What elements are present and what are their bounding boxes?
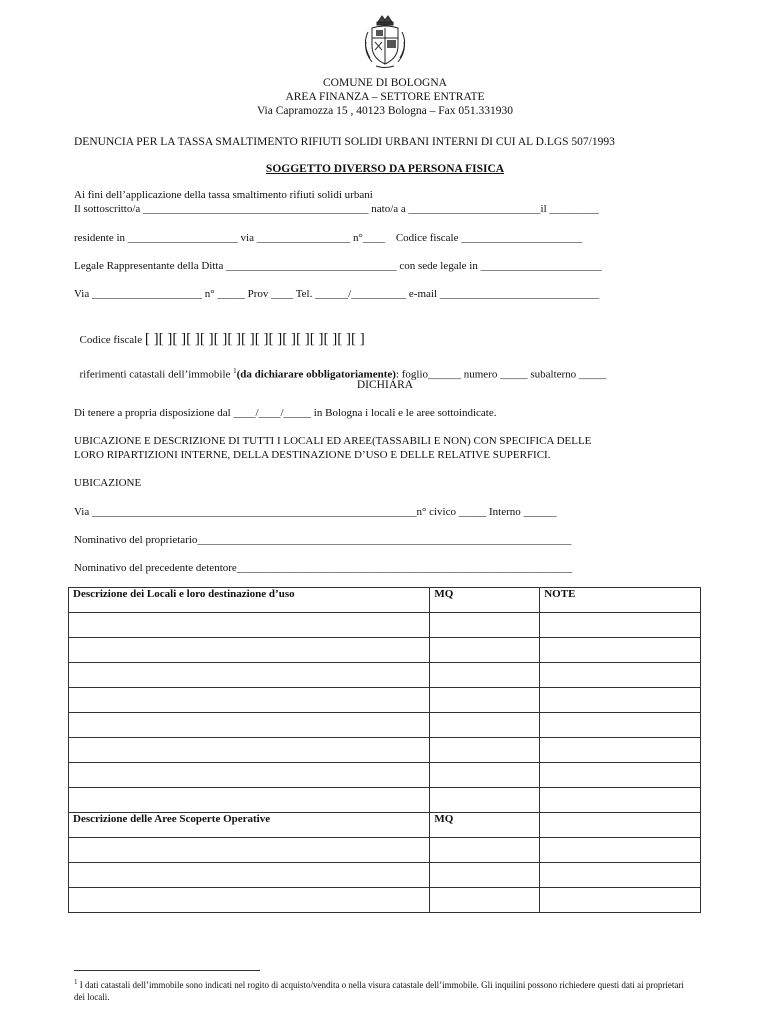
footnote xyxy=(74,976,694,1003)
cell-note[interactable] xyxy=(540,788,701,813)
col-descrizione-aree: Descrizione delle Aree Scoperte Operative xyxy=(69,813,430,838)
ubicazione-desc-1: UBICAZIONE E DESCRIZIONE DI TUTTI I LOCALI ED AREE(TASSABILI E NON) CON SPECIFICA DELLE xyxy=(74,435,592,447)
table-row[interactable] xyxy=(69,663,701,688)
dichiara-heading: DICHIARA xyxy=(356,379,414,391)
col-note: NOTE xyxy=(540,588,701,613)
proprietario-line[interactable]: Nominativo del proprietario____________________________________________________________________ xyxy=(74,534,572,546)
cell-descrizione[interactable] xyxy=(69,763,430,788)
cell-mq[interactable] xyxy=(430,663,540,688)
col-mq: MQ xyxy=(430,588,540,613)
header-area: AREA FINANZA – SETTORE ENTRATE xyxy=(285,91,485,103)
codice-fiscale-label: Codice fiscale xyxy=(79,334,145,346)
table-row[interactable] xyxy=(69,838,701,863)
cell-mq[interactable] xyxy=(430,838,540,863)
footnote-text: I dati catastali dell’immobile sono indicati nel rogito di acquisto/vendita o nella visura catastale dell’immobile. Gli inquilini possono richiedere questi dati ai proprietari dei locali. xyxy=(74,980,684,1002)
cell-mq[interactable] xyxy=(430,738,540,763)
cell-note[interactable] xyxy=(540,638,701,663)
riferimenti-obbligatorio: (da dichiarare obbligatoriamente) xyxy=(236,368,396,381)
sottoscritto-line[interactable]: Il sottoscritto/a _________________________________________ nato/a a ________________________il _________ xyxy=(74,203,599,215)
cell-note[interactable] xyxy=(540,838,701,863)
cell-mq[interactable] xyxy=(430,788,540,813)
cell-descrizione[interactable] xyxy=(69,613,430,638)
disposizione-line[interactable]: Di tenere a propria disposizione dal ____/____/_____ in Bologna i locali e le aree sottoindicate. xyxy=(74,407,497,419)
footnote-ref: 1 xyxy=(233,367,237,375)
cell-note[interactable] xyxy=(540,688,701,713)
cell-descrizione[interactable] xyxy=(69,688,430,713)
riferimenti-label: riferimenti catastali dell’immobile xyxy=(79,368,234,381)
cell-note[interactable] xyxy=(540,863,701,888)
via-civico-line[interactable]: Via ___________________________________________________________n° civico _____ Interno ______ xyxy=(74,506,557,518)
col-descrizione-locali: Descrizione dei Locali e loro destinazione d’uso xyxy=(69,588,430,613)
codice-fiscale-boxes[interactable]: [ ][ ][ ][ ][ ][ ][ ][ ][ ][ ][ ][ ][ ][ ][ ][ ] xyxy=(144,331,365,347)
table-row[interactable] xyxy=(69,888,701,913)
cell-note[interactable] xyxy=(540,713,701,738)
locali-table xyxy=(68,587,701,913)
codice-fiscale-row[interactable] xyxy=(74,318,365,347)
cell-mq[interactable] xyxy=(430,713,540,738)
table-row[interactable] xyxy=(69,613,701,638)
residente-line[interactable]: residente in ____________________ via _________________ n°____ Codice fiscale ______________________ xyxy=(74,232,583,244)
cell-mq[interactable] xyxy=(430,638,540,663)
intro-text: Ai fini dell’applicazione della tassa smaltimento rifiuti solidi urbani xyxy=(74,189,373,201)
cell-descrizione[interactable] xyxy=(69,638,430,663)
legale-rappresentante-line[interactable]: Legale Rappresentante della Ditta _______________________________ con sede legale in ______________________ xyxy=(74,260,602,272)
cell-descrizione[interactable] xyxy=(69,738,430,763)
document-subtitle: SOGGETTO DIVERSO DA PERSONA FISICA xyxy=(265,163,505,175)
table-row[interactable] xyxy=(69,763,701,788)
cell-descrizione[interactable] xyxy=(69,863,430,888)
table-header-row xyxy=(69,588,701,613)
indirizzo-line[interactable]: Via ____________________ n° _____ Prov ____ Tel. ______/__________ e-mail _____________________________ xyxy=(74,288,600,300)
cell-mq[interactable] xyxy=(430,688,540,713)
table-row[interactable] xyxy=(69,688,701,713)
ubicazione-heading: UBICAZIONE xyxy=(74,477,142,489)
cell-descrizione[interactable] xyxy=(69,888,430,913)
table-row[interactable] xyxy=(69,863,701,888)
cell-mq[interactable] xyxy=(430,888,540,913)
cell-descrizione[interactable] xyxy=(69,713,430,738)
cell-mq[interactable] xyxy=(430,763,540,788)
cell-note[interactable] xyxy=(540,613,701,638)
table-row[interactable] xyxy=(69,638,701,663)
cell-note[interactable] xyxy=(540,763,701,788)
cell-mq[interactable] xyxy=(430,863,540,888)
cell-descrizione[interactable] xyxy=(69,838,430,863)
cell-note[interactable] xyxy=(540,888,701,913)
cell-note[interactable] xyxy=(540,663,701,688)
cell-note[interactable] xyxy=(540,813,701,838)
document-title: DENUNCIA PER LA TASSA SMALTIMENTO RIFIUTI SOLIDI URBANI INTERNI DI CUI AL D.LGS 507/1993 xyxy=(74,136,615,148)
detentore-line[interactable]: Nominativo del precedente detentore_____________________________________________________________ xyxy=(74,562,573,574)
cell-descrizione[interactable] xyxy=(69,663,430,688)
cell-note[interactable] xyxy=(540,738,701,763)
cell-descrizione[interactable] xyxy=(69,788,430,813)
footnote-mark: 1 xyxy=(74,978,78,986)
header-comune: COMUNE DI BOLOGNA xyxy=(323,77,447,89)
header-address: Via Capramozza 15 , 40123 Bologna – Fax 051.331930 xyxy=(256,105,514,117)
col-mq-aree: MQ xyxy=(430,813,540,838)
footnote-divider xyxy=(74,970,260,971)
table-row[interactable] xyxy=(69,713,701,738)
riferimenti-catastali-line[interactable] xyxy=(74,350,606,382)
table-row[interactable] xyxy=(69,738,701,763)
ubicazione-desc-2: LORO RIPARTIZIONI INTERNE, DELLA DESTINAZIONE D’USO E DELLE RELATIVE SUPERFICI. xyxy=(74,449,551,461)
aree-header-row xyxy=(69,813,701,838)
riferimenti-fields: : foglio______ numero _____ subalterno _____ xyxy=(395,368,607,381)
coat-of-arms-icon xyxy=(358,12,412,70)
cell-mq[interactable] xyxy=(430,613,540,638)
table-row[interactable] xyxy=(69,788,701,813)
